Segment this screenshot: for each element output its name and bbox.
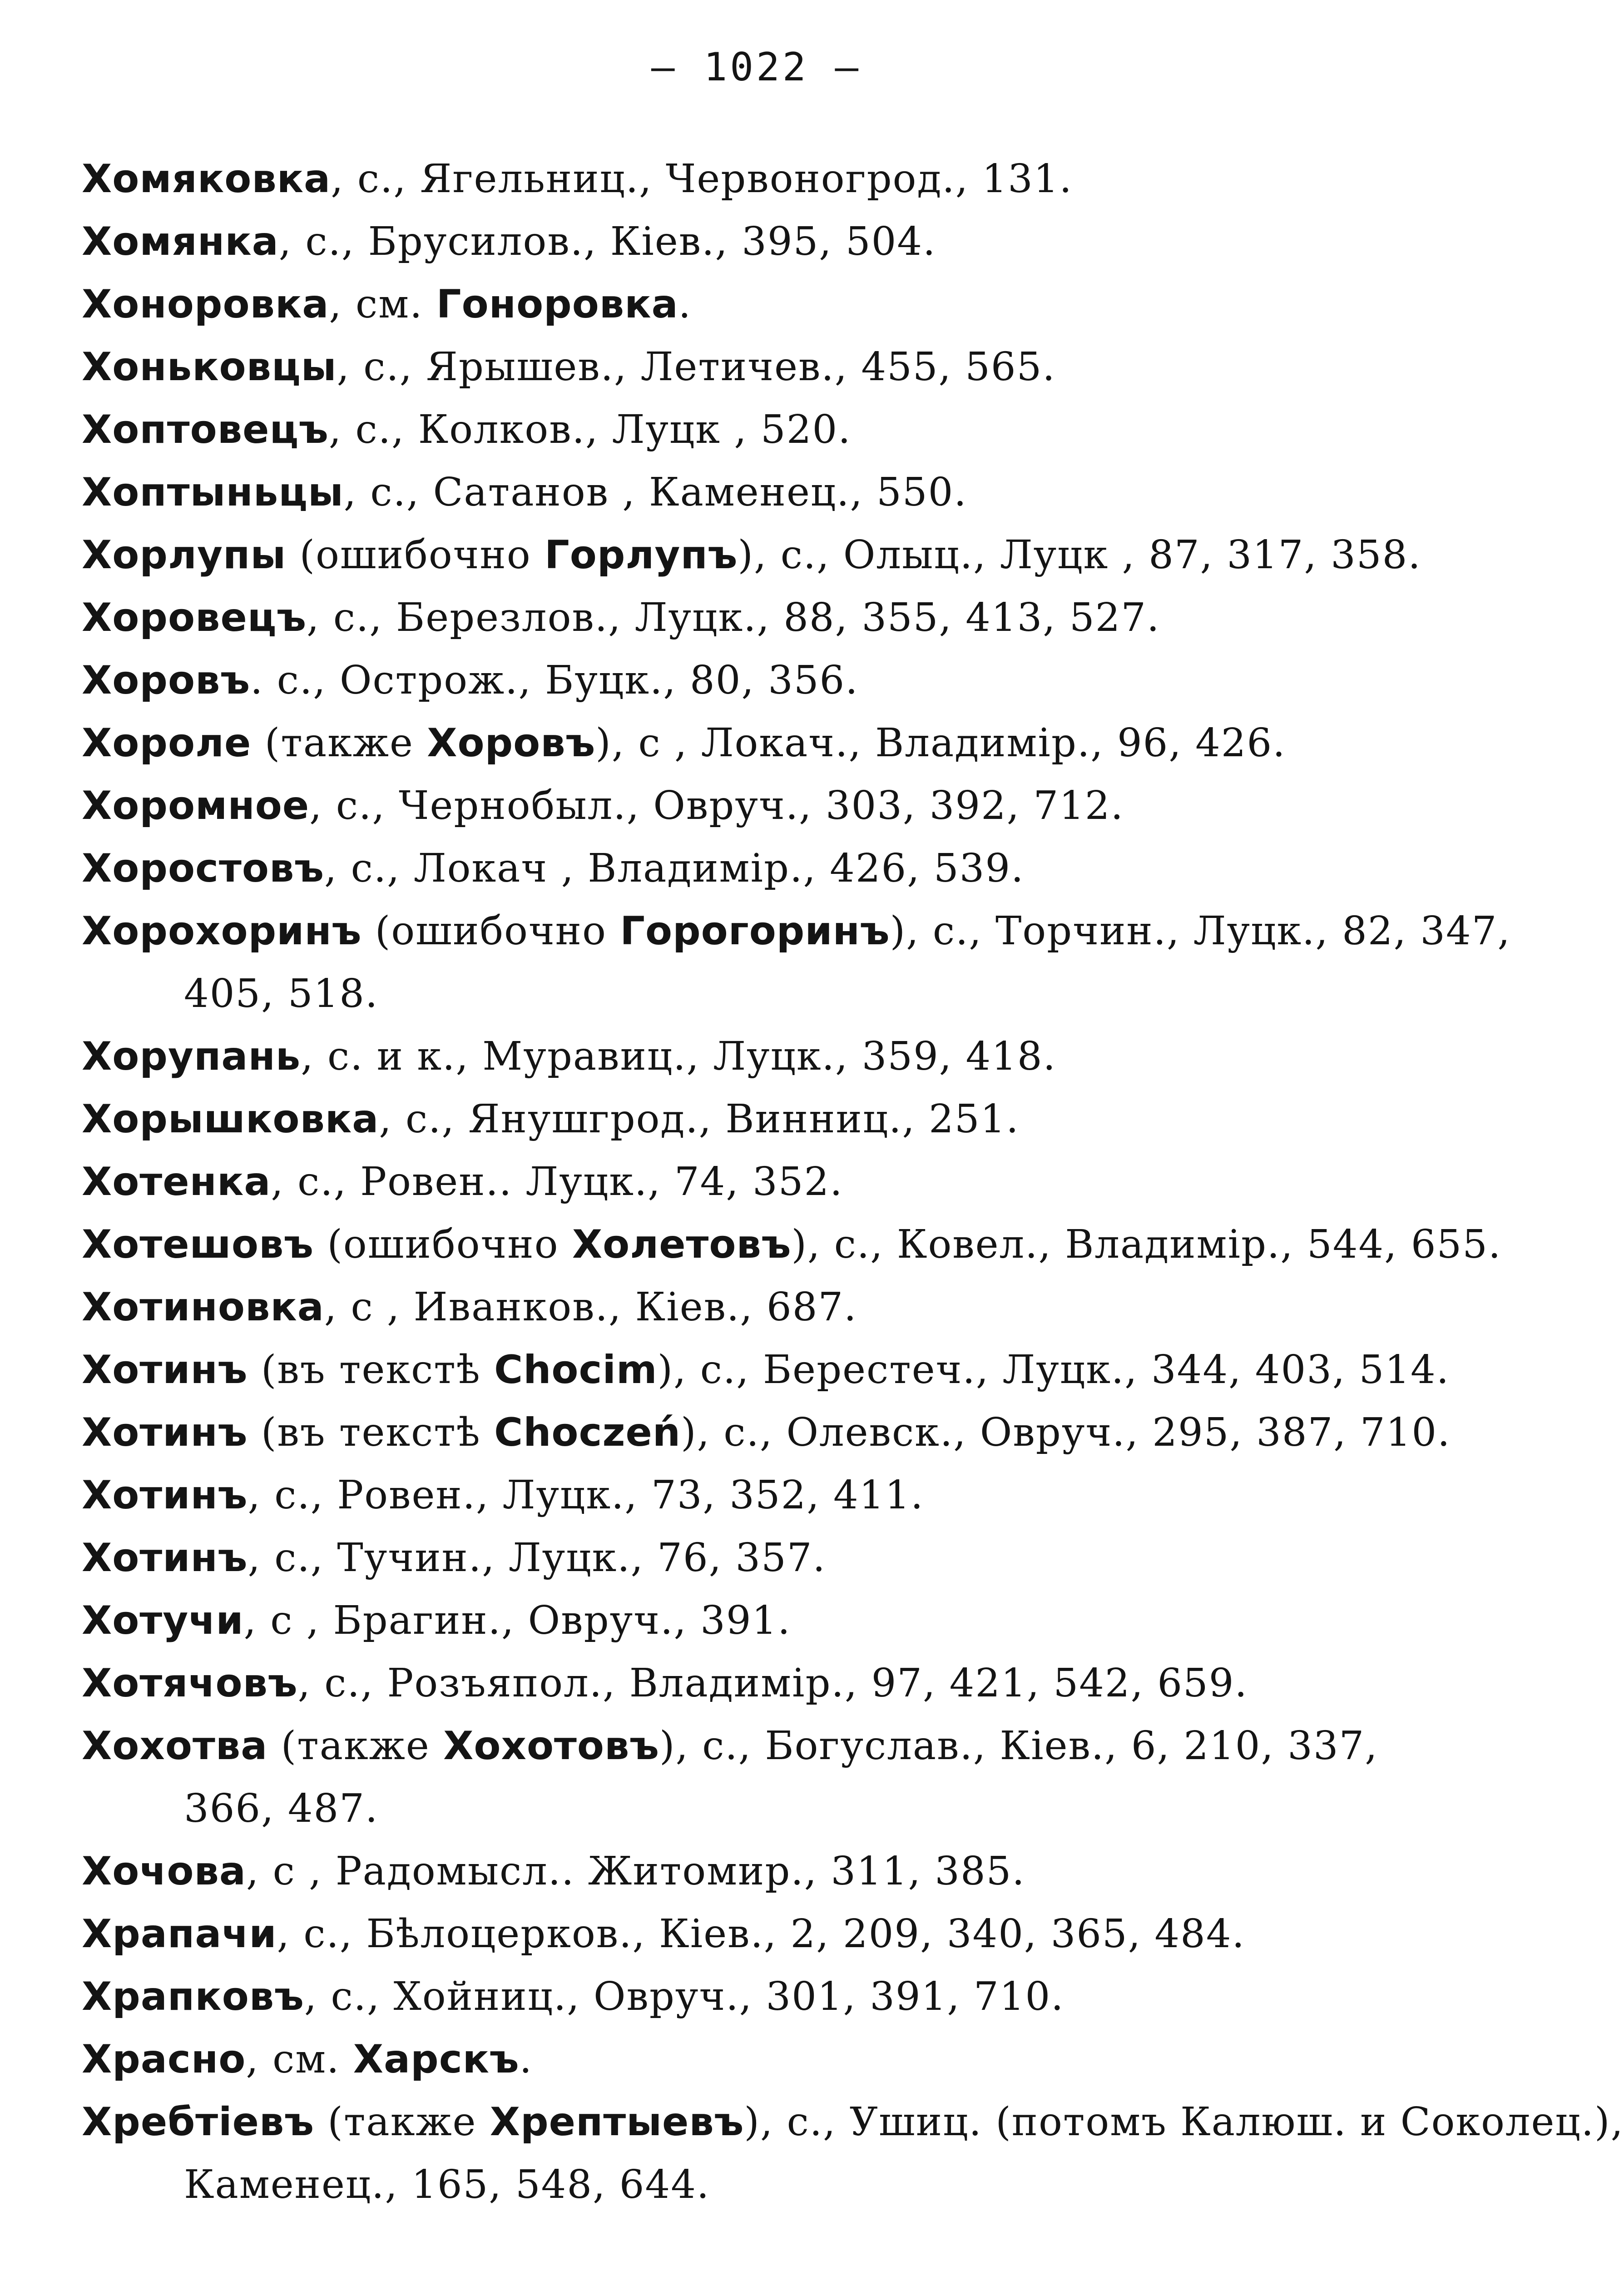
entry-headword: Хоровъ: [82, 658, 251, 703]
entry-headword: Храпачи: [82, 1911, 277, 1957]
entry-headword: Храсно: [82, 2037, 246, 2082]
entry-headword: Хорлупы: [82, 532, 287, 578]
entry-continuation-line: 366, 487.: [184, 1786, 379, 1831]
entry-cross-reference: Харскъ: [353, 2037, 520, 2082]
entry-details: , с., Березлов., Луцк., 88, 355, 413, 527.: [307, 595, 1160, 640]
gazetteer-entry: [82, 2091, 1624, 2216]
entry-headword: Хотинъ: [82, 1535, 248, 1581]
gazetteer-entry: [82, 524, 1421, 586]
entry-continuation-line: 405, 518.: [184, 971, 379, 1016]
gazetteer-entry: [82, 1903, 1381, 1965]
entry-details: (также: [267, 1723, 444, 1769]
entry-details: , с., Ярышев., Летичев., 455, 565.: [337, 344, 1056, 390]
entry-details-continued: .: [519, 2037, 533, 2082]
gazetteer-entry-list: [82, 148, 1624, 2216]
entry-details: (также: [314, 2099, 490, 2145]
gazetteer-entry: [82, 273, 1381, 336]
gazetteer-entry: [82, 398, 1381, 461]
gazetteer-entry: [82, 336, 1381, 398]
gazetteer-entry: [82, 712, 1381, 774]
gazetteer-entry: [82, 1025, 1381, 1088]
entry-details: (ошибочно: [314, 1222, 572, 1267]
entry-cross-reference: Choczeń: [494, 1410, 681, 1455]
entry-headword: Хоровецъ: [82, 595, 307, 640]
gazetteer-entry: [82, 1840, 1381, 1903]
gazetteer-entry: [82, 774, 1381, 837]
gazetteer-entry: [82, 1715, 1381, 1840]
entry-details: , с., Брусилов., Кіев., 395, 504.: [278, 219, 936, 264]
entry-details: (въ текстѣ: [248, 1347, 495, 1393]
entry-details-continued: ), с., Богуслав., Кіев., 6, 210, 337,: [659, 1723, 1378, 1769]
gazetteer-entry: [82, 148, 1381, 210]
entry-headword: Хоромное: [82, 783, 310, 828]
gazetteer-entry: [82, 837, 1381, 900]
entry-details: , с., Бѣлоцерков., Кіев., 2, 209, 340, 365, 484.: [277, 1911, 1245, 1957]
entry-details: , с., Янушгрод., Винниц., 251.: [379, 1096, 1020, 1142]
entry-details: . с., Острож., Буцк., 80, 356.: [250, 658, 859, 703]
entry-details: , с , Иванков., Кіев., 687.: [324, 1284, 857, 1330]
entry-headword: Хорохоринъ: [82, 908, 362, 954]
gazetteer-entry: [82, 1276, 1381, 1339]
entry-headword: Хотучи: [82, 1598, 244, 1643]
entry-details-continued: ), с., Олыц., Луцк , 87, 317, 358.: [738, 532, 1421, 578]
entry-details: , с., Тучин., Луцк., 76, 357.: [248, 1535, 826, 1581]
entry-headword: Хомяковка: [82, 156, 331, 202]
entry-cross-reference: Хрептыевъ: [490, 2099, 744, 2145]
gazetteer-entry: [82, 900, 1511, 1025]
entry-details: , с., Хойниц., Овруч., 301, 391, 710.: [304, 1974, 1065, 2019]
gazetteer-entry: [82, 1464, 1381, 1527]
entry-details: (ошибочно: [286, 532, 545, 578]
entry-details: , с., Ровен.. Луцк., 74, 352.: [271, 1159, 843, 1205]
entry-details-continued: ), с , Локач., Владимір., 96, 426.: [595, 720, 1286, 766]
entry-headword: Хочова: [82, 1849, 246, 1894]
entry-details: , с., Локач , Владимір., 426, 539.: [324, 846, 1025, 891]
entry-headword: Хотиновка: [82, 1284, 324, 1330]
gazetteer-entry: [82, 1401, 1451, 1464]
entry-headword: Хоптовецъ: [82, 407, 329, 452]
entry-headword: Хонoровка: [82, 282, 329, 327]
page-number: — 1022 —: [651, 45, 862, 90]
entry-headword: Хотинъ: [82, 1347, 248, 1393]
entry-details-continued: ), с., Торчин., Луцк., 82, 347,: [890, 908, 1511, 954]
entry-headword: Хотинъ: [82, 1473, 248, 1518]
entry-cross-reference: Хоровъ: [427, 720, 596, 766]
entry-details: , с., Сатанов , Каменец., 550.: [343, 470, 967, 515]
entry-headword: Хорупань: [82, 1034, 301, 1079]
gazetteer-entry: [82, 1965, 1381, 2028]
entry-details: , с., Ровен., Луцк., 73, 352, 411.: [248, 1473, 924, 1518]
entry-cross-reference: Хохотовъ: [443, 1723, 660, 1769]
entry-headword: Хотинъ: [82, 1410, 248, 1455]
gazetteer-entry: [82, 1088, 1381, 1150]
entry-cross-reference: Холетовъ: [572, 1222, 792, 1267]
entry-details: , с., Розъяпол., Владимір., 97, 421, 542, 659.: [297, 1661, 1248, 1706]
entry-headword: Хохотва: [82, 1723, 268, 1769]
entry-details-continued: ), с., Ковел., Владимір., 544, 655.: [791, 1222, 1502, 1267]
gazetteer-entry: [82, 1652, 1381, 1715]
entry-cross-reference: Горлупъ: [544, 532, 738, 578]
gazetteer-entry: [82, 649, 1381, 712]
entry-details: , с., Чернобыл., Овруч., 303, 392, 712.: [309, 783, 1124, 828]
entry-headword: Хоростовъ: [82, 846, 324, 891]
entry-headword: Хотенка: [82, 1159, 271, 1205]
entry-headword: Хотешовъ: [82, 1222, 314, 1267]
entry-details: , с., Ягельниц., Червоногрод., 131.: [331, 156, 1073, 202]
entry-details-continued: ), с., Берестеч., Луцк., 344, 403, 514.: [657, 1347, 1450, 1393]
gazetteer-entry: [82, 1339, 1450, 1401]
entry-cross-reference: Гонoровка: [436, 282, 678, 327]
entry-details-continued: ), с., Олевск., Овруч., 295, 387, 710.: [681, 1410, 1451, 1455]
entry-headword: Хребтіевъ: [82, 2099, 314, 2145]
entry-headword: Храпковъ: [82, 1974, 304, 2019]
entry-details: , с., Колков., Луцк , 520.: [328, 407, 852, 452]
entry-headword: Хотячовъ: [82, 1661, 298, 1706]
entry-details: (ошибочно: [361, 908, 620, 954]
entry-details: , см.: [329, 282, 436, 327]
gazetteer-entry: [82, 2028, 1381, 2091]
entry-headword: Хорышковка: [82, 1096, 379, 1142]
gazetteer-entry: [82, 210, 1381, 273]
entry-details: , см.: [246, 2037, 353, 2082]
gazetteer-entry: [82, 1150, 1381, 1213]
gazetteer-entry: [82, 461, 1381, 524]
entry-headword: Хоптыньцы: [82, 470, 344, 515]
entry-cross-reference: Горогоринъ: [620, 908, 890, 954]
entry-details-continued: ), с., Ушиц. (потомъ Калюш. и Соколец.),: [744, 2099, 1624, 2145]
gazetteer-entry: [82, 1527, 1381, 1589]
entry-details: (также: [251, 720, 427, 766]
gazetteer-entry: [82, 1589, 1381, 1652]
entry-details: (въ текстѣ: [248, 1410, 495, 1455]
entry-continuation-line: Каменец., 165, 548, 644.: [184, 2162, 710, 2207]
entry-details: , с , Радомысл.. Житомир., 311, 385.: [246, 1849, 1025, 1894]
entry-cross-reference: Chocim: [494, 1347, 658, 1393]
entry-headword: Хороле: [82, 720, 252, 766]
entry-details: , с. и к., Муравиц., Луцк., 359, 418.: [301, 1034, 1056, 1079]
entry-details: , с , Брагин., Овруч., 391.: [243, 1598, 791, 1643]
entry-headword: Хоньковцы: [82, 344, 337, 390]
entry-details-continued: .: [678, 282, 692, 327]
gazetteer-entry: [82, 1213, 1502, 1276]
entry-headword: Хомянка: [82, 219, 279, 264]
gazetteer-entry: [82, 586, 1381, 649]
